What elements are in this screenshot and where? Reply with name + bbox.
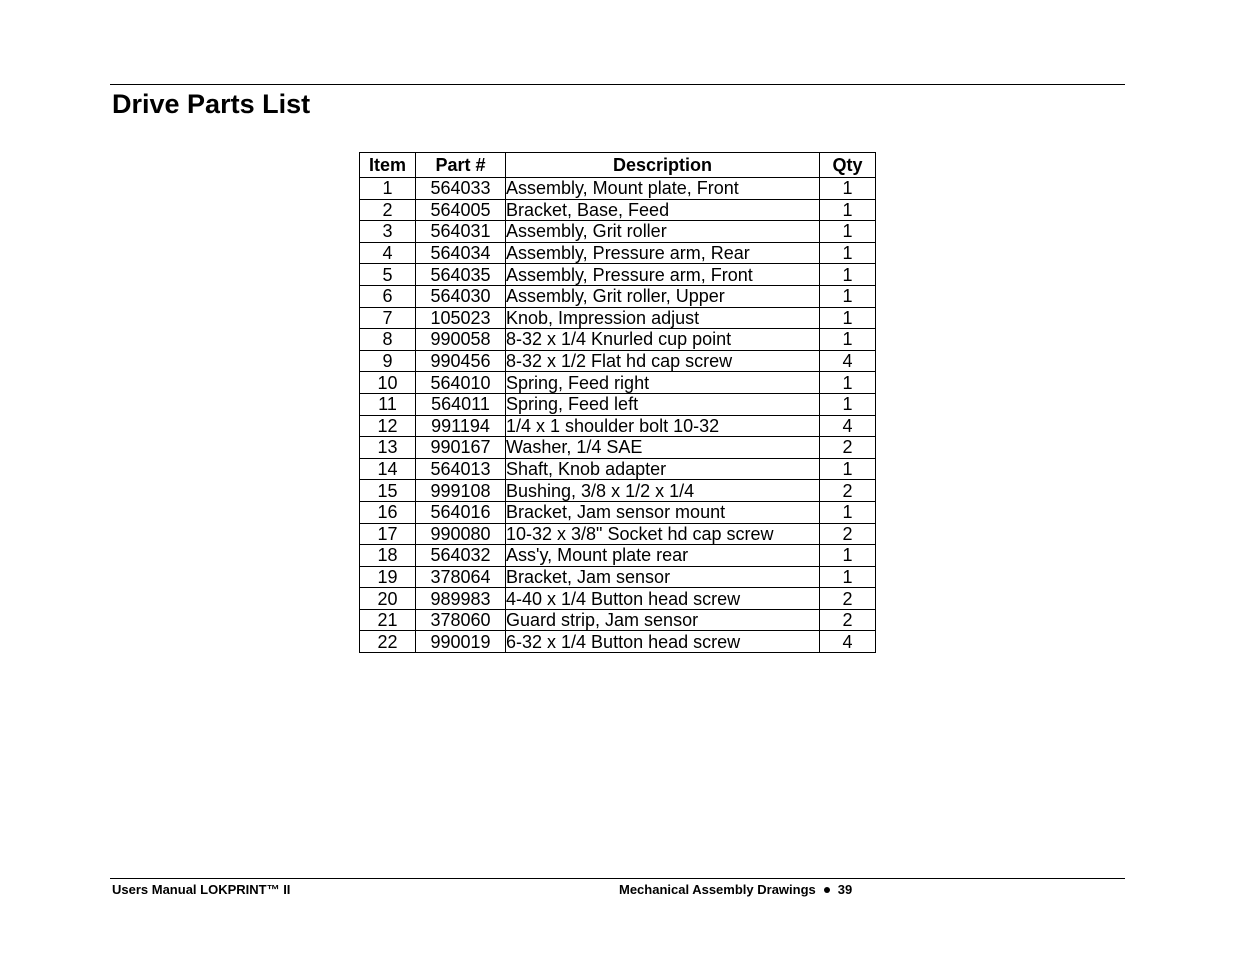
- column-header-item: Item: [360, 153, 416, 178]
- cell-description: Assembly, Pressure arm, Rear: [506, 242, 820, 264]
- cell-qty: 1: [820, 545, 876, 567]
- cell-item: 1: [360, 178, 416, 200]
- cell-description: Assembly, Grit roller: [506, 221, 820, 243]
- cell-qty: 2: [820, 480, 876, 502]
- cell-part-number: 990058: [416, 329, 506, 351]
- cell-qty: 2: [820, 588, 876, 610]
- parts-table-body: [360, 178, 876, 653]
- cell-qty: 1: [820, 199, 876, 221]
- cell-item: 8: [360, 329, 416, 351]
- cell-part-number: 378060: [416, 609, 506, 631]
- cell-part-number: 105023: [416, 307, 506, 329]
- cell-description: 6-32 x 1/4 Button head screw: [506, 631, 820, 653]
- cell-item: 21: [360, 609, 416, 631]
- table-row: [360, 523, 876, 545]
- cell-item: 3: [360, 221, 416, 243]
- cell-qty: 4: [820, 415, 876, 437]
- cell-item: 5: [360, 264, 416, 286]
- table-header-row: [360, 153, 876, 178]
- footer-section-title: Mechanical Assembly Drawings: [619, 882, 816, 897]
- cell-qty: 1: [820, 329, 876, 351]
- table-row: [360, 393, 876, 415]
- cell-qty: 4: [820, 631, 876, 653]
- table-row: [360, 329, 876, 351]
- cell-qty: 1: [820, 372, 876, 394]
- table-row: [360, 285, 876, 307]
- cell-part-number: 564035: [416, 264, 506, 286]
- cell-item: 18: [360, 545, 416, 567]
- header-rule: [110, 84, 1125, 85]
- table-row: [360, 199, 876, 221]
- cell-qty: 1: [820, 285, 876, 307]
- cell-qty: 1: [820, 242, 876, 264]
- cell-item: 7: [360, 307, 416, 329]
- cell-item: 19: [360, 566, 416, 588]
- footer-section: [619, 882, 852, 897]
- cell-part-number: 990080: [416, 523, 506, 545]
- cell-description: Guard strip, Jam sensor: [506, 609, 820, 631]
- cell-description: 4-40 x 1/4 Button head screw: [506, 588, 820, 610]
- footer-page-number: 39: [837, 882, 853, 897]
- cell-item: 20: [360, 588, 416, 610]
- parts-table: [359, 152, 876, 653]
- table-row: [360, 307, 876, 329]
- cell-description: Shaft, Knob adapter: [506, 458, 820, 480]
- cell-item: 10: [360, 372, 416, 394]
- column-header-part: Part #: [416, 153, 506, 178]
- cell-qty: 1: [820, 566, 876, 588]
- cell-description: Spring, Feed left: [506, 393, 820, 415]
- footer-manual-title: Users Manual LOKPRINT™ II: [112, 882, 291, 897]
- table-row: [360, 631, 876, 653]
- cell-item: 4: [360, 242, 416, 264]
- cell-description: Washer, 1/4 SAE: [506, 437, 820, 459]
- cell-part-number: 989983: [416, 588, 506, 610]
- cell-qty: 2: [820, 609, 876, 631]
- table-row: [360, 437, 876, 459]
- cell-description: Bushing, 3/8 x 1/2 x 1/4: [506, 480, 820, 502]
- cell-description: 8-32 x 1/2 Flat hd cap screw: [506, 350, 820, 372]
- cell-part-number: 564016: [416, 501, 506, 523]
- cell-part-number: 378064: [416, 566, 506, 588]
- bullet-icon: [824, 887, 830, 893]
- cell-part-number: 999108: [416, 480, 506, 502]
- cell-description: Ass'y, Mount plate rear: [506, 545, 820, 567]
- cell-item: 9: [360, 350, 416, 372]
- cell-part-number: 564010: [416, 372, 506, 394]
- cell-part-number: 564011: [416, 393, 506, 415]
- cell-qty: 4: [820, 350, 876, 372]
- page-title: Drive Parts List: [112, 89, 311, 119]
- cell-item: 22: [360, 631, 416, 653]
- table-row: [360, 415, 876, 437]
- cell-item: 11: [360, 393, 416, 415]
- cell-item: 2: [360, 199, 416, 221]
- table-row: [360, 566, 876, 588]
- table-row: [360, 480, 876, 502]
- cell-description: Assembly, Mount plate, Front: [506, 178, 820, 200]
- cell-description: Spring, Feed right: [506, 372, 820, 394]
- cell-qty: 2: [820, 523, 876, 545]
- cell-description: Bracket, Base, Feed: [506, 199, 820, 221]
- cell-part-number: 991194: [416, 415, 506, 437]
- cell-item: 17: [360, 523, 416, 545]
- cell-description: Knob, Impression adjust: [506, 307, 820, 329]
- cell-qty: 1: [820, 178, 876, 200]
- table-row: [360, 242, 876, 264]
- cell-description: 8-32 x 1/4 Knurled cup point: [506, 329, 820, 351]
- table-row: [360, 372, 876, 394]
- cell-part-number: 564032: [416, 545, 506, 567]
- cell-part-number: 564031: [416, 221, 506, 243]
- table-row: [360, 501, 876, 523]
- cell-part-number: 564033: [416, 178, 506, 200]
- cell-description: 10-32 x 3/8" Socket hd cap screw: [506, 523, 820, 545]
- cell-qty: 1: [820, 458, 876, 480]
- cell-qty: 1: [820, 393, 876, 415]
- cell-description: Bracket, Jam sensor mount: [506, 501, 820, 523]
- table-row: [360, 545, 876, 567]
- cell-qty: 1: [820, 307, 876, 329]
- cell-item: 16: [360, 501, 416, 523]
- table-row: [360, 588, 876, 610]
- cell-qty: 1: [820, 501, 876, 523]
- cell-item: 12: [360, 415, 416, 437]
- table-row: [360, 350, 876, 372]
- cell-description: Assembly, Pressure arm, Front: [506, 264, 820, 286]
- column-header-qty: Qty: [820, 153, 876, 178]
- column-header-description: Description: [506, 153, 820, 178]
- cell-part-number: 990456: [416, 350, 506, 372]
- cell-part-number: 990019: [416, 631, 506, 653]
- cell-part-number: 564013: [416, 458, 506, 480]
- table-row: [360, 178, 876, 200]
- cell-qty: 1: [820, 221, 876, 243]
- cell-part-number: 564030: [416, 285, 506, 307]
- cell-description: Bracket, Jam sensor: [506, 566, 820, 588]
- cell-description: Assembly, Grit roller, Upper: [506, 285, 820, 307]
- cell-part-number: 564005: [416, 199, 506, 221]
- cell-qty: 1: [820, 264, 876, 286]
- table-row: [360, 609, 876, 631]
- cell-item: 13: [360, 437, 416, 459]
- table-row: [360, 221, 876, 243]
- cell-part-number: 564034: [416, 242, 506, 264]
- footer-rule: [110, 878, 1125, 879]
- cell-qty: 2: [820, 437, 876, 459]
- cell-part-number: 990167: [416, 437, 506, 459]
- cell-description: 1/4 x 1 shoulder bolt 10-32: [506, 415, 820, 437]
- table-row: [360, 264, 876, 286]
- cell-item: 6: [360, 285, 416, 307]
- cell-item: 15: [360, 480, 416, 502]
- cell-item: 14: [360, 458, 416, 480]
- table-row: [360, 458, 876, 480]
